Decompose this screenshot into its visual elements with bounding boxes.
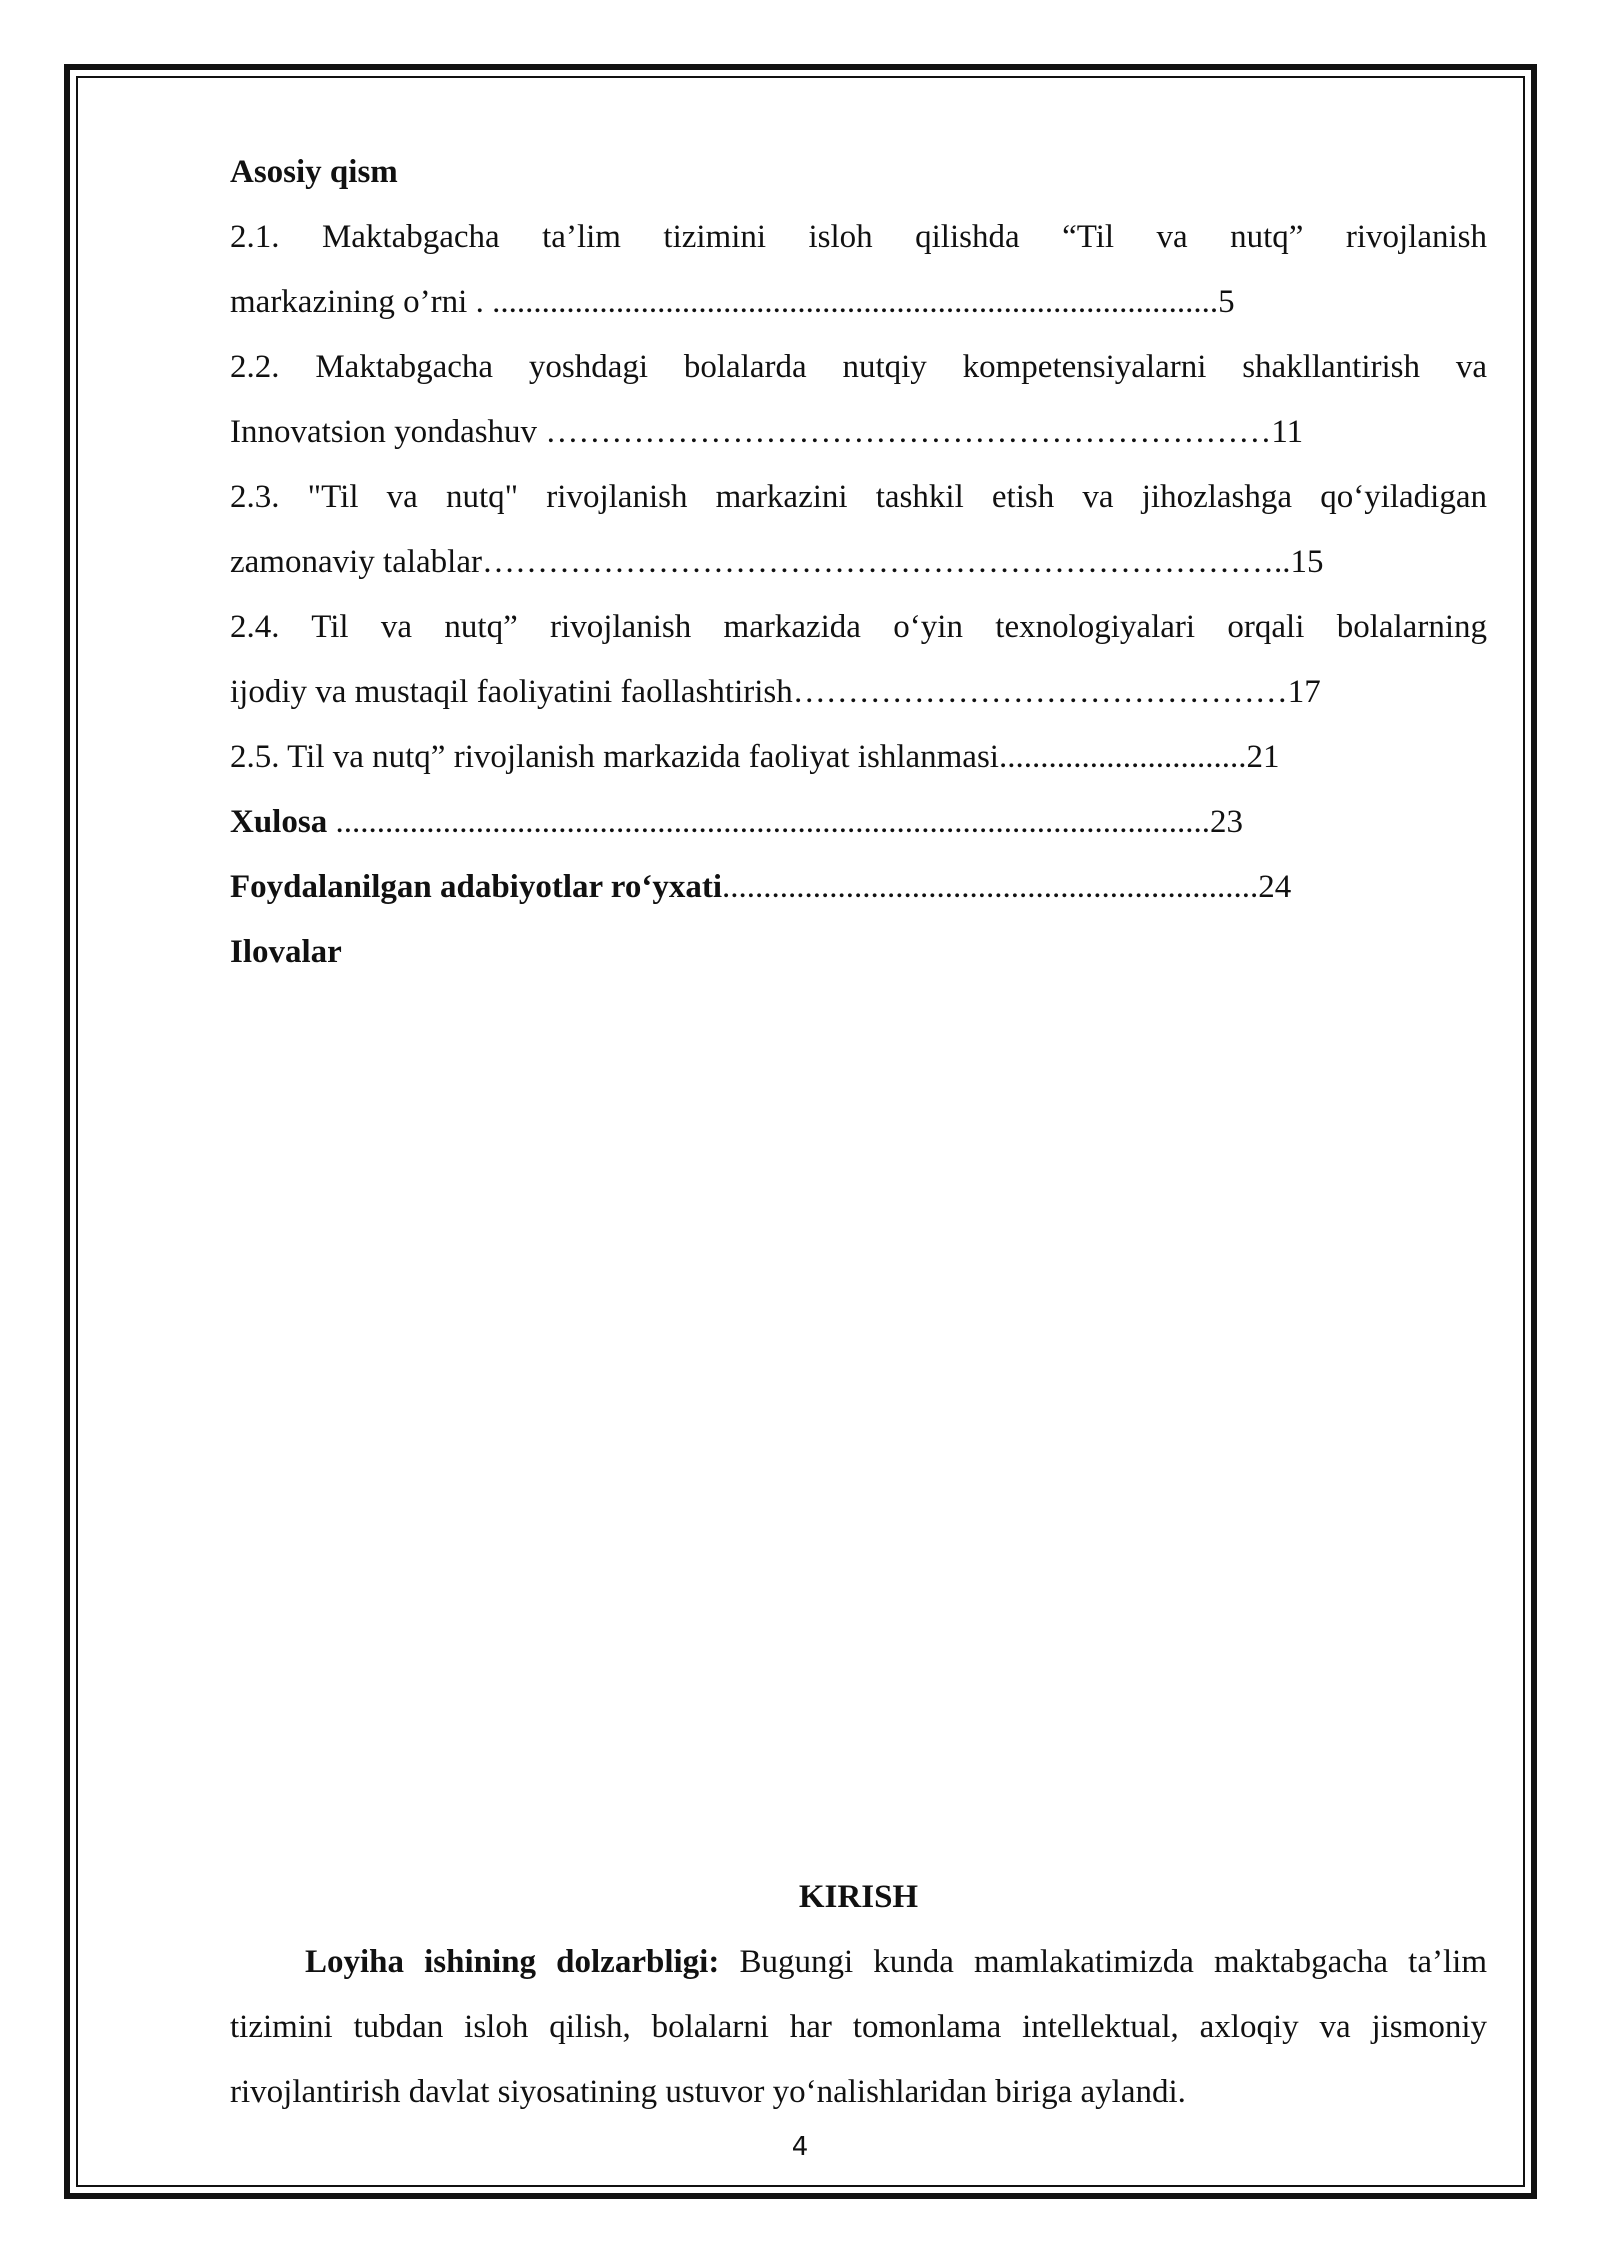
toc-xulosa-label: Xulosa: [230, 804, 328, 840]
toc-entry-adabiyotlar: [230, 855, 1487, 920]
toc-entry-continuation: markazining o’rni . ........................................................................................5: [230, 284, 1235, 320]
toc-heading: Asosiy qism: [230, 154, 398, 190]
toc-leader-dots: ………………………………………………………………..: [481, 544, 1291, 580]
toc-page-ref: 23: [1209, 804, 1243, 840]
toc-page-ref: 17: [1287, 674, 1321, 710]
intro-text: Bugungi kunda mamlakatimizda maktabgacha ta’lim tizimini tubdan isloh qilish, bolalarni har tomonlama intellektual, axloqiy va jismoniy rivojlantirish davlat siyosatining ustuvor yo‘nalishlaridan biriga aylandi.: [230, 1944, 1487, 2110]
page-number: 4: [791, 2132, 809, 2162]
toc-page-ref: 15: [1290, 544, 1324, 580]
toc-entry: [230, 205, 1487, 335]
toc-entry: [230, 335, 1487, 465]
toc-entry-title: 2.1. Maktabgacha ta’lim tizimini isloh qilishda “Til va nutq” rivojlanish: [230, 219, 1487, 255]
toc-page-ref: 21: [1246, 739, 1280, 775]
toc-entry: [230, 465, 1487, 595]
toc-page-ref: 11: [1271, 414, 1304, 450]
toc-entry: 2.5. Til va nutq” rivojlanish markazida faoliyat ishlanmasi..............................21: [230, 739, 1280, 775]
toc-entry-continuation: zamonaviy talablar………………………………………………………………..15: [230, 544, 1324, 580]
toc-entry: [230, 595, 1487, 725]
toc-entry-continuation: ijodiy va mustaqil faoliyatini faollashtirish………………………………………17: [230, 674, 1321, 710]
toc-leader-dots: ........................................................................................: [492, 284, 1219, 320]
toc-leader-dots: .................................................................: [722, 869, 1259, 905]
toc-entry-title: 2.3. "Til va nutq" rivojlanish markazini tashkil etish va jihozlashga qo‘yiladigan: [230, 479, 1487, 515]
toc-entry-xulosa: [230, 790, 1487, 855]
toc-ilovalar: Ilovalar: [230, 934, 342, 970]
section-title: KIRISH: [798, 1879, 919, 1915]
toc-leader-dots: ..............................: [998, 739, 1247, 775]
toc-leader-dots: ..........................................................................................................: [327, 804, 1210, 840]
toc-page-ref: 5: [1218, 284, 1235, 320]
intro-lead: Loyiha ishining dolzarbligi:: [305, 1944, 720, 1980]
toc-adabiyotlar-label: Foydalanilgan adabiyotlar ro‘yxati: [230, 869, 723, 905]
toc-leader-dots: …………………………………………………………: [545, 414, 1272, 450]
toc-leader-dots: ………………………………………: [792, 674, 1288, 710]
table-of-contents: [230, 140, 1487, 985]
toc-entry-continuation: Innovatsion yondashuv …………………………………………………………11: [230, 414, 1304, 450]
toc-page-ref: 24: [1258, 869, 1292, 905]
toc-entry-title: 2.2. Maktabgacha yoshdagi bolalarda nutqiy kompetensiyalarni shakllantirish va: [230, 349, 1487, 385]
intro-paragraph: [230, 1930, 1487, 2125]
toc-entry-title: 2.4. Til va nutq” rivojlanish markazida o‘yin texnologiyalari orqali bolalarning: [230, 609, 1487, 645]
